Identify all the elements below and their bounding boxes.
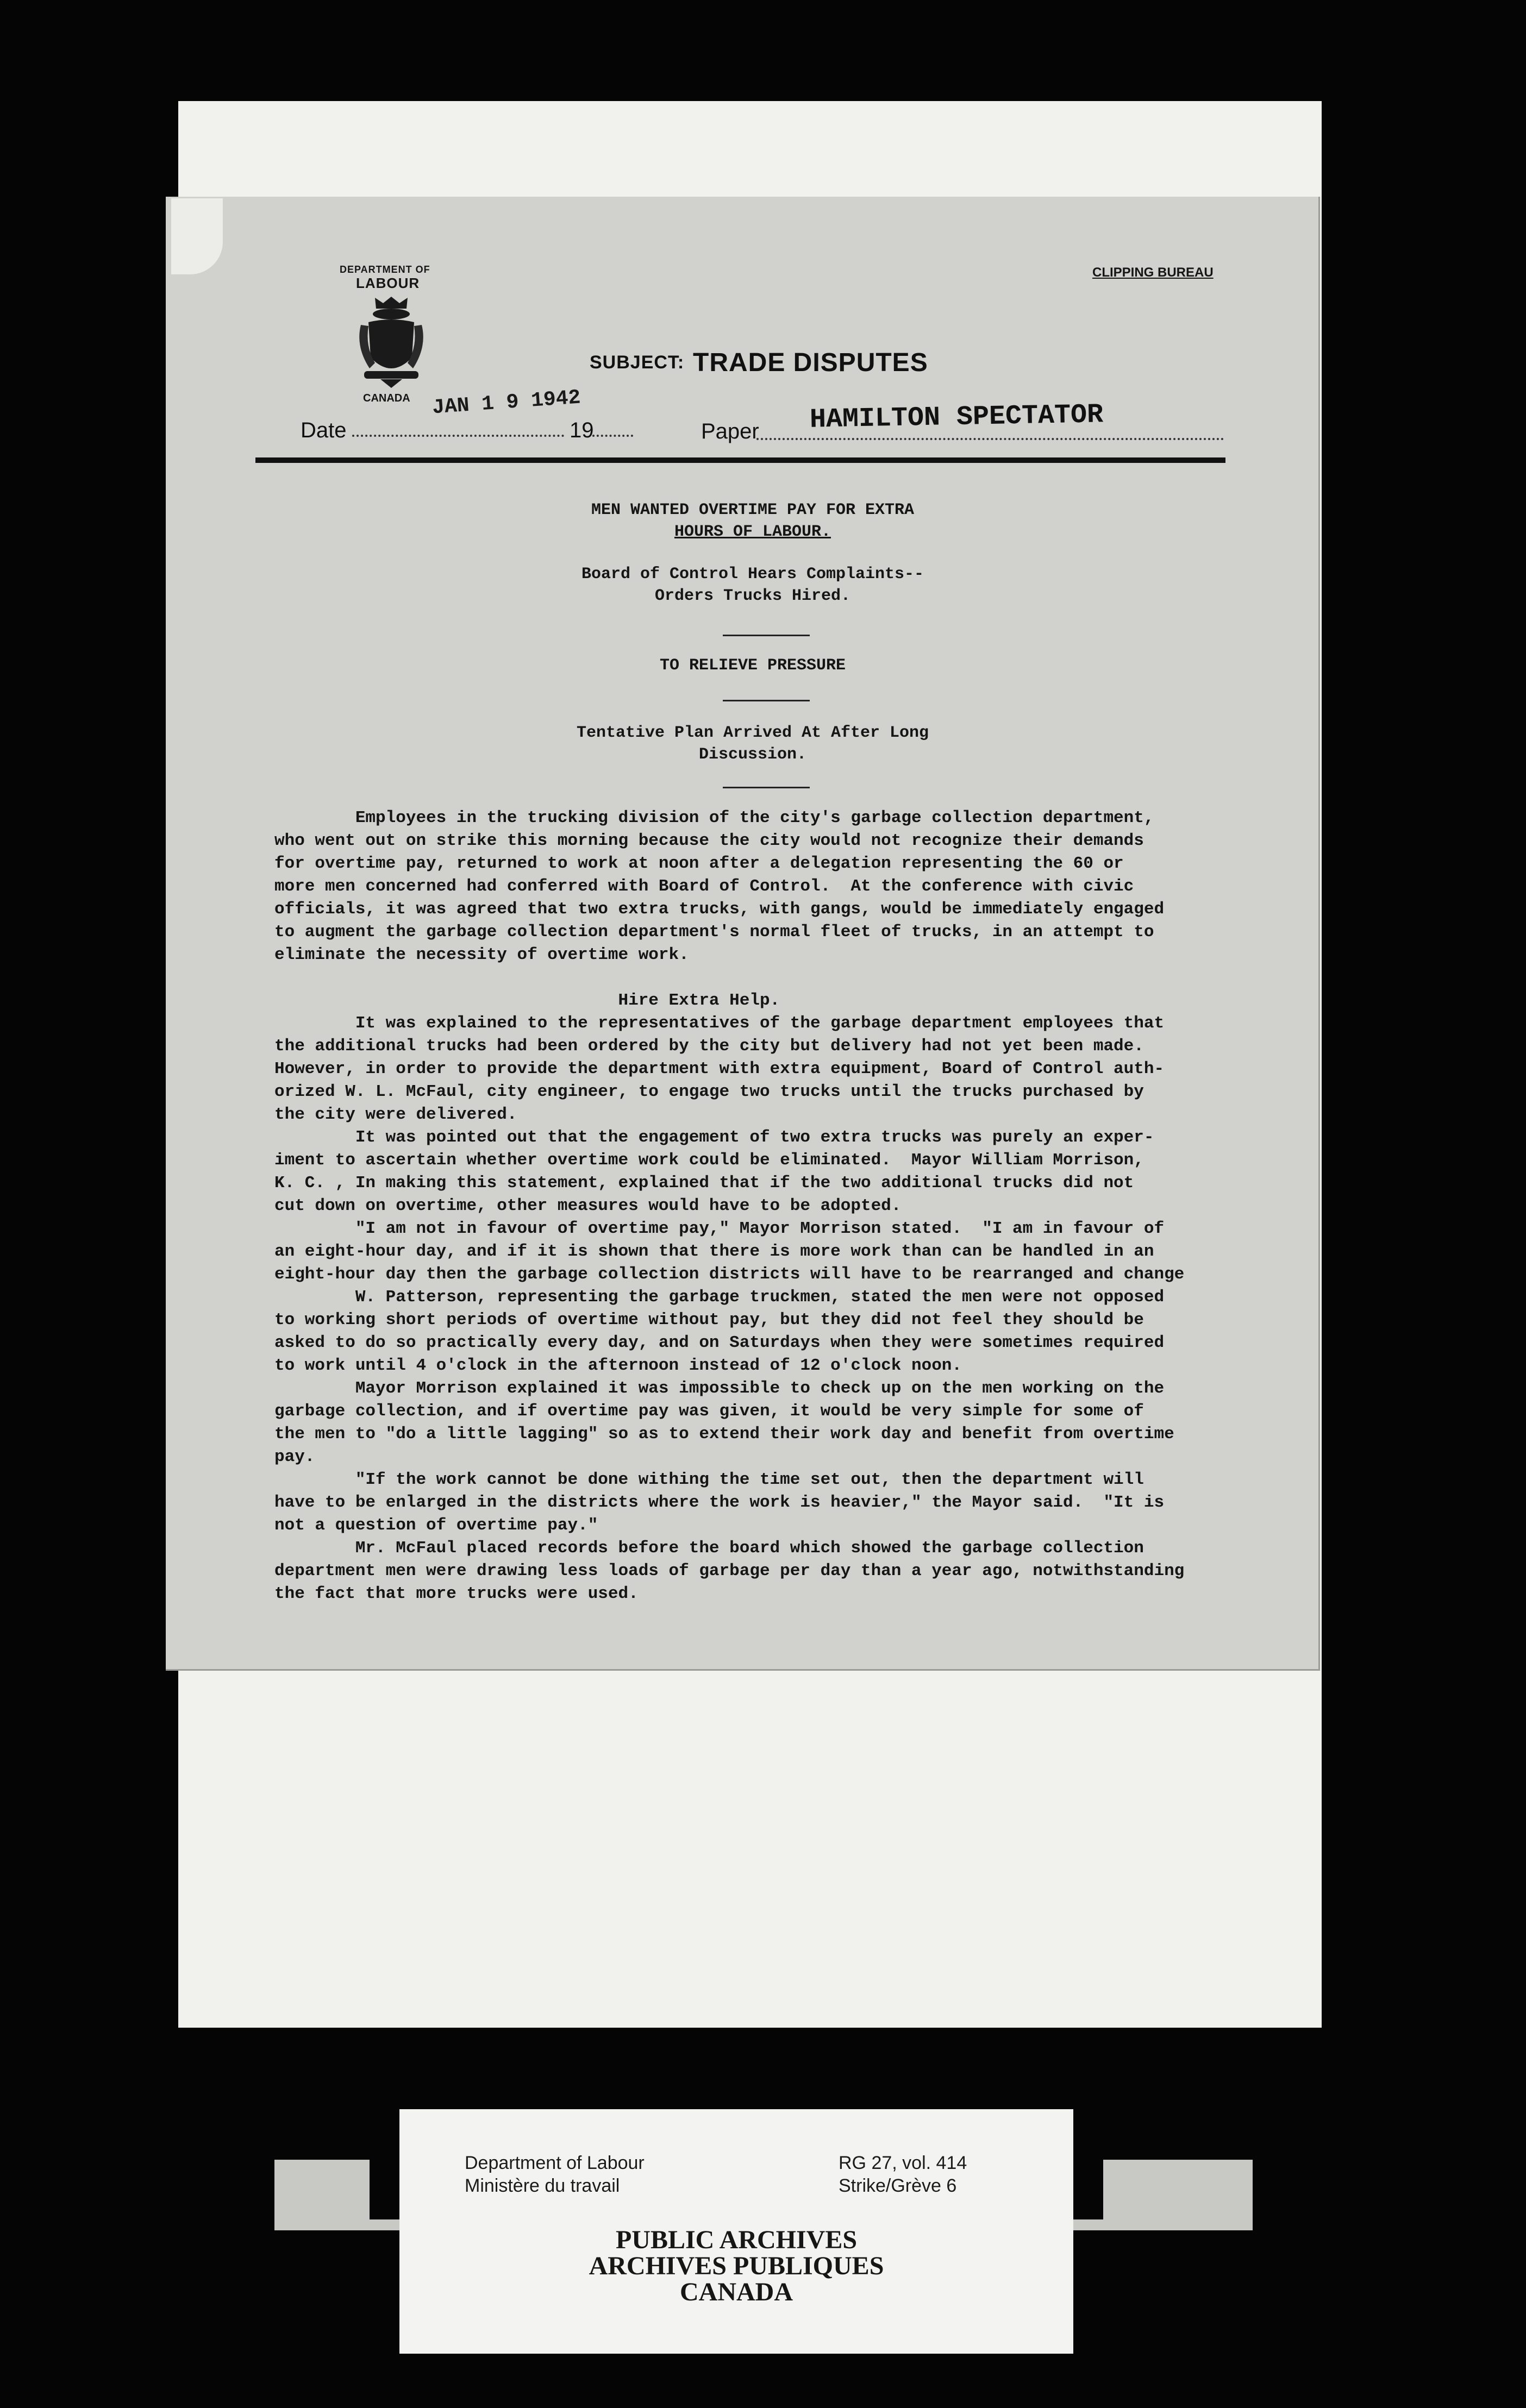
department-label: DEPARTMENT OF [340,264,430,275]
article-body: Employees in the trucking division of the city's garbage collection department, who went out on strike this morning because the city would not recognize their demands for overtime pay, returned to work at noon after a delegation representing the 60 or more men concerned had conferred with Board of Control. At the conference with civic officials, it was agreed that two extra trucks, with gangs, would be immediately engaged to augment the garbage collection department's normal fleet of trucks, in an attempt to eliminate the necessity of overtime work. Hire Extra Help. It was explained to the representatives of the garbage department employees that the additional trucks had been ordered by the city but delivery had not yet been made. However, in order to provide the department with extra equipment, Board of Control auth- orized W. L. McFaul, city engineer, to engage two trucks until the trucks purchased by the city were delivered. It was pointed out that the engagement of two extra trucks was purely an exper- iment to ascertain whether overtime work could be eliminated. Mayor William Morrison, K. C. , In making this statement, explained that if the two additional trucks did not cut down on overtime, other measures would have to be adopted. "I am not in favour of overtime pay," Mayor Morrison stated. "I am in favour of an eight-hour day, and if it is shown that there is more work than can be handled in an eight-hour day then the garbage collection districts will have to be rearranged and change W. Patterson, representing the garbage truckmen, stated the men were not opposed to working short periods of overtime without pay, but they did not feel they should be asked to do so practically every day, and on Saturdays when they were sometimes required to work until 4 o'clock in the afternoon instead of 12 o'clock noon. Mayor Morrison explained it was impossible to check up on the men working on the garbage collection, and if overtime pay was given, it would be very simple for some of the men to "do a little lagging" so as to extend their work day and benefit from overtime pay. "If the work cannot be done withing the time set out, then the department will have to be enlarged in the districts where the work is heavier," the Mayor said. "It is not a question of overtime pay." Mr. McFaul placed records before the board which showed the garbage collection department men were drawing less loads of garbage per day than a year ago, notwithstanding the fact that more trucks were used. [274,808,1185,1603]
archives-title-fr: ARCHIVES PUBLIQUES [589,2252,884,2280]
date-label: Date [301,418,347,442]
paper-label: Paper [701,419,759,443]
subhead-line-1: Board of Control Hears Complaints-- [581,565,924,584]
paper-dotted-line [756,438,1224,440]
subhead-line-3: TO RELIEVE PRESSURE [659,656,846,675]
paper-name-stamp: HAMILTON SPECTATOR [809,399,1104,436]
subhead-line-5: Discussion. [698,745,807,764]
subhead-line-2: Orders Trucks Hired. [654,587,851,605]
subject-value: TRADE DISPUTES [693,348,928,377]
archive-reference: RG 27, vol. 414 [839,2153,967,2173]
archive-dept-fr: Ministère du travail [465,2175,620,2196]
divider-1 [723,635,810,636]
headline-line-1: MEN WANTED OVERTIME PAY FOR EXTRA [591,501,915,519]
year-dotted-line [592,435,633,437]
archive-dept-en: Department of Labour [465,2153,645,2173]
divider-3 [723,787,810,788]
archives-country: CANADA [680,2278,793,2306]
label-notch-right [1073,2160,1103,2219]
department-name: LABOUR [356,275,420,291]
subhead-line-4: Tentative Plan Arrived At After Long [576,724,929,742]
archives-title-en: PUBLIC ARCHIVES [615,2225,858,2254]
headline-line-2: HOURS OF LABOUR. [674,523,831,541]
divider-2 [723,700,810,701]
date-stamp: JAN 1 9 1942 [431,386,581,420]
coat-of-arms-icon [353,292,429,390]
label-notch-left [370,2160,399,2219]
year-prefix: 19 [570,418,594,442]
clipping-bureau-label: CLIPPING BUREAU [1092,265,1214,280]
archive-series: Strike/Grève 6 [839,2175,957,2196]
header-rule [255,457,1225,463]
date-dotted-line [352,435,564,437]
canada-label: CANADA [363,392,410,404]
subject-label: SUBJECT: [590,352,685,373]
